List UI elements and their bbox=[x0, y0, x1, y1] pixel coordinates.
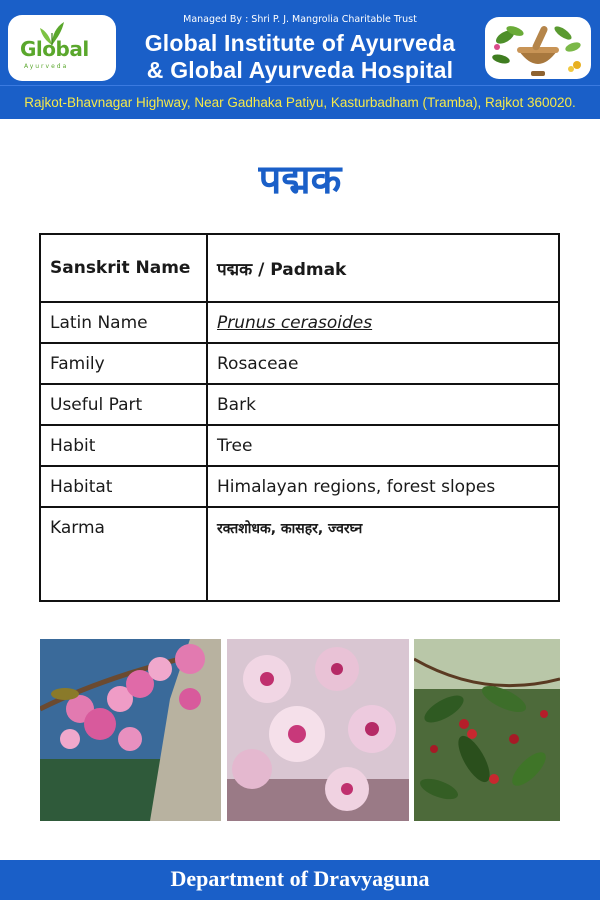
herb-mortar-icon bbox=[485, 17, 591, 79]
footer-banner bbox=[0, 860, 600, 900]
useful-part-value: Bark bbox=[207, 384, 559, 425]
latin-name-label: Latin Name bbox=[40, 302, 207, 343]
institute-title: Global Institute of Ayurveda bbox=[144, 30, 456, 56]
family-value: Rosaceae bbox=[207, 343, 559, 384]
habit-value: Tree bbox=[207, 425, 559, 466]
sanskrit-name-label: Sanskrit Name bbox=[40, 234, 207, 302]
table-row bbox=[40, 234, 559, 302]
photo-flowering-branch bbox=[40, 639, 221, 821]
latin-name-text: Prunus cerasoides bbox=[217, 312, 373, 333]
photo-blossoms-closeup bbox=[227, 639, 409, 821]
plant-title: पद्मक bbox=[258, 157, 342, 203]
photo-leaves-fruits bbox=[414, 639, 560, 821]
logo-subtext: Ayurveda bbox=[24, 63, 69, 70]
hospital-title: & Global Ayurveda Hospital bbox=[146, 57, 454, 83]
habitat-label: Habitat bbox=[40, 466, 207, 507]
table-row bbox=[40, 343, 559, 384]
family-label: Family bbox=[40, 343, 207, 384]
table-row bbox=[40, 425, 559, 466]
useful-part-label: Useful Part bbox=[40, 384, 207, 425]
plant-info-table bbox=[39, 233, 560, 602]
table-row bbox=[40, 302, 559, 343]
habit-label: Habit bbox=[40, 425, 207, 466]
table-row bbox=[40, 466, 559, 507]
latin-name-value bbox=[207, 302, 559, 343]
managed-by-text: Managed By : Shri P. J. Mangrolia Charitable Trust bbox=[183, 14, 417, 25]
karma-label: Karma bbox=[40, 507, 207, 601]
address-bar bbox=[0, 85, 600, 119]
address-text: Rajkot-Bhavnagar Highway, Near Gadhaka Patiyu, Kasturbadham (Tramba), Rajkot 360020. bbox=[24, 95, 576, 110]
logo-text: Global bbox=[20, 37, 89, 61]
karma-text: रक्तशोधक, कासहर, ज्वरघ्न bbox=[217, 521, 363, 537]
sanskrit-name-value: पद्मक / Padmak bbox=[207, 234, 559, 302]
table-row bbox=[40, 384, 559, 425]
karma-value bbox=[207, 507, 559, 601]
table-row bbox=[40, 507, 559, 601]
department-name: Department of Dravyaguna bbox=[170, 866, 430, 891]
habitat-value: Himalayan regions, forest slopes bbox=[207, 466, 559, 507]
header-banner bbox=[0, 0, 600, 85]
